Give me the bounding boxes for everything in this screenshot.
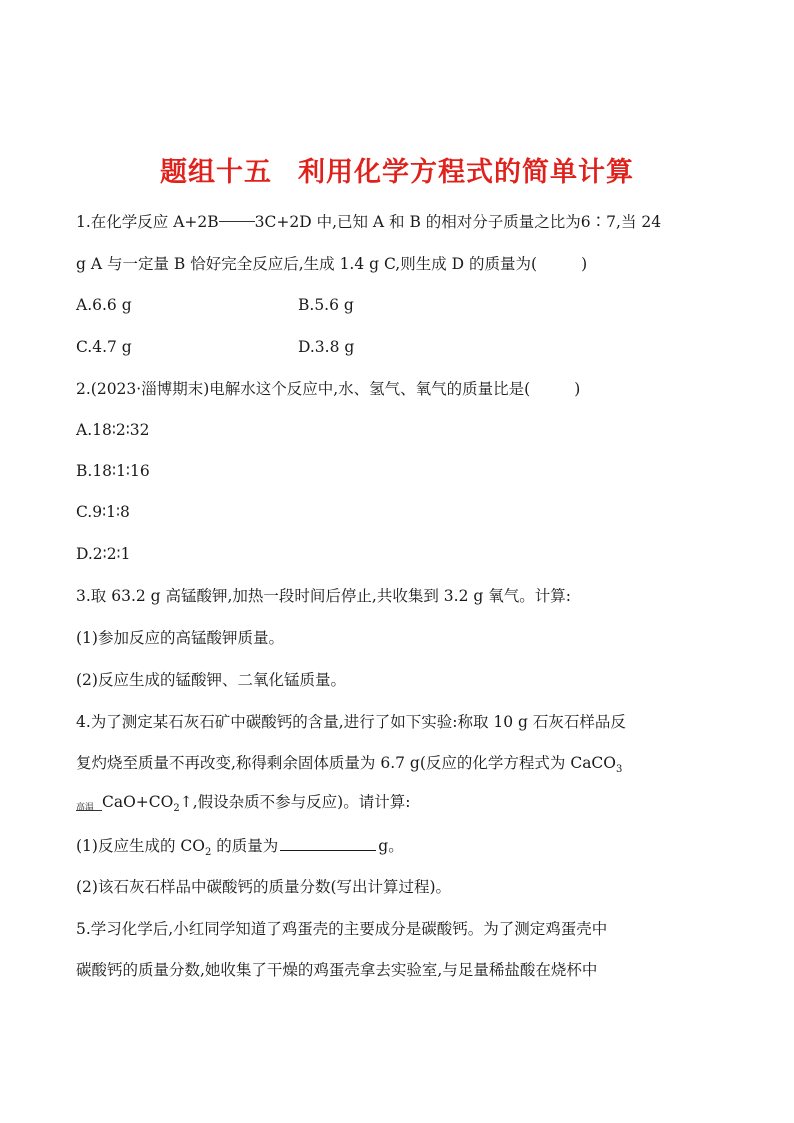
q2-stem: 2.(2023·淄博期末)电解水这个反应中,水、氢气、氧气的质量比是( ) xyxy=(76,380,581,398)
q5-stem-line1: 5.学习化学后,小红同学知道了鸡蛋壳的主要成分是碳酸钙。为了测定鸡蛋壳中 xyxy=(76,920,608,938)
q4-stem-line2: 复灼烧至质量不再改变,称得剩余固体质量为 6.7 g(反应的化学方程式为 CaCO$_3$ xyxy=(76,754,623,776)
title-group: 题组十五 xyxy=(160,157,272,188)
q2-option-b: B.18∶1∶16 xyxy=(76,462,150,480)
reaction-equals-sign xyxy=(219,216,255,230)
q2-option-a: A.18∶2∶32 xyxy=(76,421,150,439)
q2-option-d: D.2∶2∶1 xyxy=(76,545,131,563)
q1-option-c: C.4.7 g xyxy=(76,338,132,356)
q4-stem-line3: 高温 $CaO+CO_2↑$,假设杂质不参与反应)。请计算: xyxy=(76,791,410,820)
q1-stem-line2: g A 与一定量 B 恰好完全反应后,生成 1.4 g C,则生成 D 的质量为( ) xyxy=(76,255,588,273)
q4-stem-line1: 4.为了测定某石灰石矿中碳酸钙的含量,进行了如下实验:称取 10 g 石灰石样品反 xyxy=(76,713,626,731)
q5-stem-line2: 碳酸钙的质量分数,她收集了干燥的鸡蛋壳拿去实验室,与足量稀盐酸在烧杯中 xyxy=(76,961,598,979)
title-topic: 利用化学方程式的简单计算 xyxy=(298,157,634,188)
q3-sub1: (1)参加反应的高锰酸钾质量。 xyxy=(76,629,284,647)
q1-option-b: B.5.6 g xyxy=(298,296,354,314)
q4-sub2: (2)该石灰石样品中碳酸钙的质量分数(写出计算过程)。 xyxy=(76,878,452,896)
fill-in-blank[interactable] xyxy=(280,834,376,851)
q1-stem-line1: 1.在化学反应 A+2B 3C+2D 中,已知 A 和 B 的相对分子质量之比为6∶7,当 24 xyxy=(76,213,662,231)
q1-option-a: A.6.6 g xyxy=(76,296,132,314)
q3-sub2: (2)反应生成的锰酸钾、二氧化锰质量。 xyxy=(76,671,346,689)
q1-option-d: D.3.8 g xyxy=(298,338,355,356)
page-title xyxy=(0,150,794,189)
q4-sub1: (1)反应生成的 $CO_2$ 的质量为 g。 xyxy=(76,834,404,864)
q3-stem: 3.取 63.2 g 高锰酸钾,加热一段时间后停止,共收集到 3.2 g 氧气。计算: xyxy=(76,587,571,605)
reaction-condition: 高温 xyxy=(76,798,102,820)
q2-option-c: C.9∶1∶8 xyxy=(76,503,130,521)
